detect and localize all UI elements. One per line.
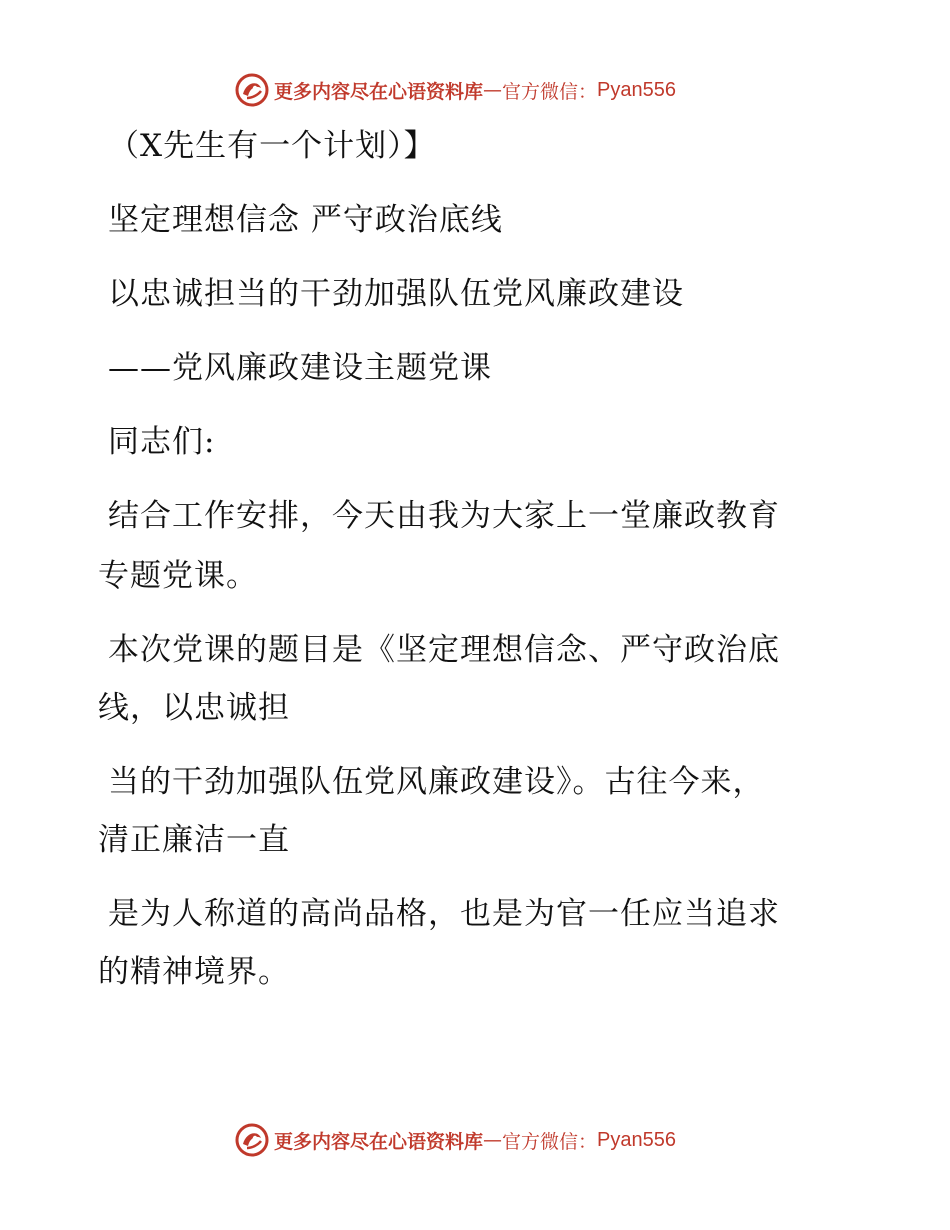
- swirl-logo-icon: [234, 72, 270, 108]
- paragraph-4-line-1: 是为人称道的高尚品格，也是为官一任应当追求: [108, 896, 780, 932]
- banner-site-text: 更多内容尽在心语资料库: [274, 80, 484, 103]
- salutation-line: 同志们:: [108, 424, 216, 460]
- paragraph-1-line-2: 专题党课。: [98, 558, 258, 594]
- header-watermark-banner: [234, 72, 676, 108]
- footer-watermark-banner: [234, 1122, 676, 1158]
- paragraph-2-line-2: 线，以忠诚担: [98, 690, 290, 726]
- paragraph-3-line-2: 清正廉洁一直: [98, 822, 290, 858]
- paragraph-3-line-1: 当的干劲加强队伍党风廉政建设》。古往今来，: [108, 764, 765, 800]
- banner-site-text: 更多内容尽在心语资料库: [274, 1130, 484, 1153]
- title-line-1: 坚定理想信念 严守政治底线: [108, 202, 503, 238]
- banner-separator: —: [483, 1129, 503, 1151]
- paragraph-1-line-1: 结合工作安排，今天由我为大家上一堂廉政教育: [108, 498, 780, 534]
- subtitle-line: ——党风廉政建设主题党课: [108, 350, 492, 386]
- banner-official-label: 官方微信：: [502, 80, 598, 103]
- banner-handle: Pyan556: [597, 78, 676, 101]
- paragraph-4-line-2: 的精神境界。: [98, 954, 290, 990]
- plan-note-line: （X先生有一个计划）】: [108, 128, 436, 164]
- title-line-2: 以忠诚担当的干劲加强队伍党风廉政建设: [108, 276, 684, 312]
- swirl-logo-icon: [234, 1122, 270, 1158]
- paragraph-2-line-1: 本次党课的题目是《坚定理想信念、严守政治底: [108, 632, 780, 668]
- banner-official-label: 官方微信：: [502, 1130, 598, 1153]
- banner-separator: —: [483, 79, 503, 101]
- banner-handle: Pyan556: [597, 1128, 676, 1151]
